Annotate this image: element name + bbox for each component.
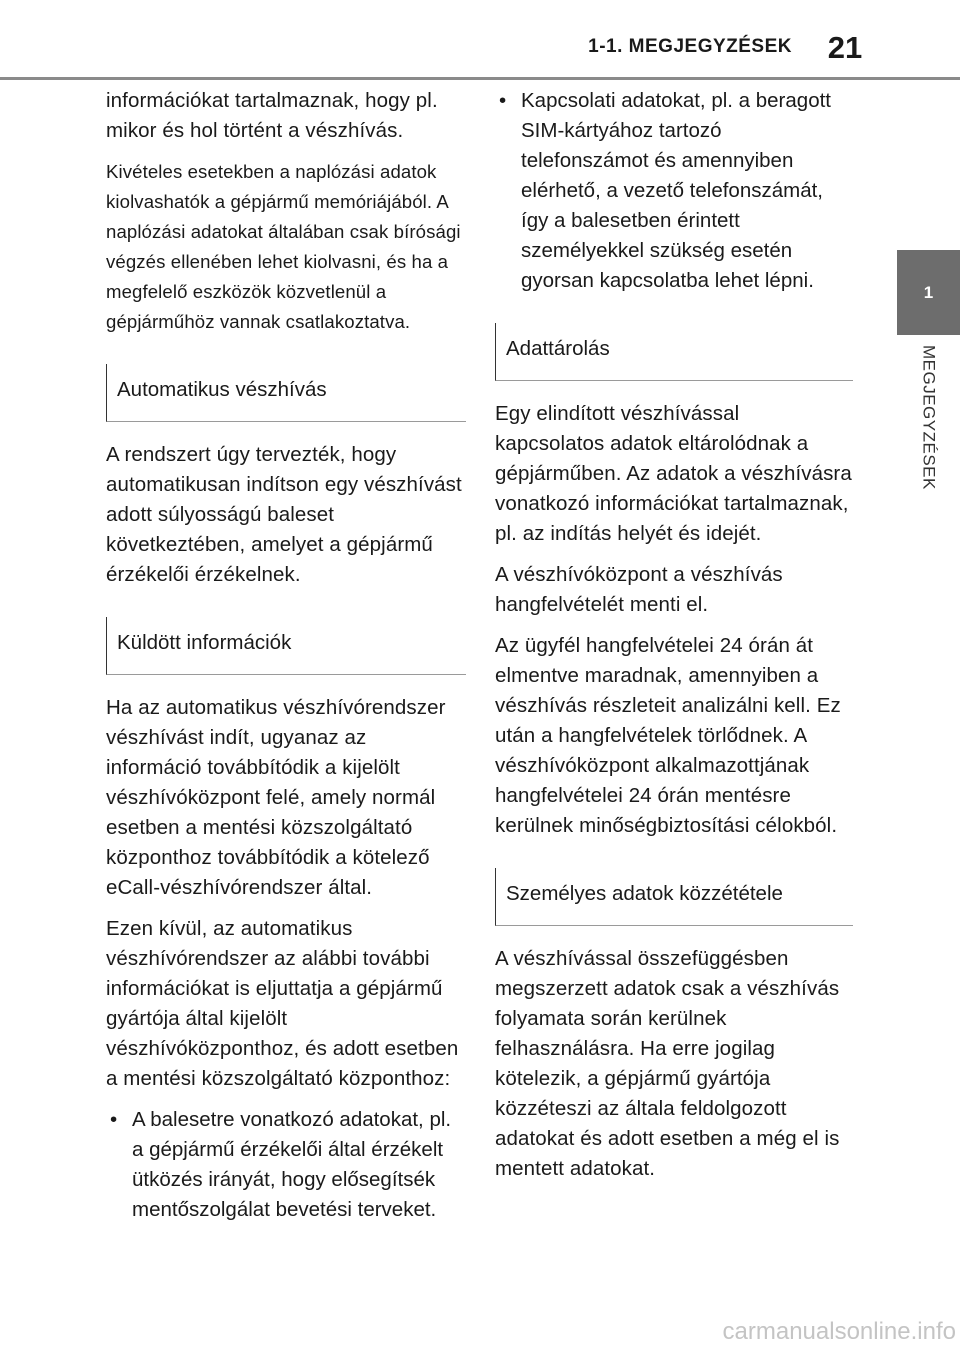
exception-paragraph: Kivételes esetekben a naplózási adatok kiolvashatók a gépjármű memóriájából. A naplózási adatokat általában csak bírósági végzés ellenében lehet kiolvasni, és ha a megfelelő eszközök közvetlenül a gépjárműhöz vannak csatlakoztatva.	[106, 161, 461, 332]
chapter-tab[interactable]	[897, 250, 960, 335]
header-rule	[0, 77, 960, 80]
chapter-side-label: MEGJEGYZÉSEK	[919, 345, 939, 490]
sent-info-paragraph-2: Ezen kívül, az automatikus vészhívórendszer az alábbi további információkat is eljuttatja a gépjármű gyártója által kijelölt vészhívóközponthoz, és adott esetben a mentési közszolgáltató központhoz:	[106, 917, 459, 1090]
list-item-contact-data: • Kapcsolati adatokat, pl. a beragott SIM-kártyához tartozó telefonszámot és amennyiben elérhető, a vezető telefonszámát, így a balesetben érintett személyekkel szükség esetén gyorsan kapcsolatba lehet lépni.	[495, 86, 853, 296]
sent-info-paragraph-1: Ha az automatikus vészhívórendszer vészhívást indít, ugyanaz az információ továbbítódik a kijelölt vészhívóközpont felé, amely normál esetben a mentési közszolgáltató központhoz továbbítódik a kötelező eCall-vészhívórendszer által.	[106, 696, 446, 899]
chapter-title: 1-1. MEGJEGYZÉSEK	[588, 36, 792, 57]
chapter-tab-number: 1	[923, 282, 934, 302]
sent-info-list	[106, 1105, 466, 1225]
page-number: 21	[827, 30, 863, 65]
section-heading-sent-info: Küldött információk	[106, 617, 466, 675]
automatic-call-paragraph: A rendszert úgy tervezték, hogy automatikusan indítson egy vészhívást adott súlyosságú baleset következtében, amelyet a gépjármű érzékelői érzékelnek.	[106, 443, 462, 586]
storage-paragraph-3: Az ügyfél hangfelvételei 24 órán át elmentve maradnak, amennyiben a vészhívás részleteit analizálni kell. Ez után a hangfelvételek törlődnek. A vészhívóközpont alkalmazottjának hangfelvételei 24 órán mentésre kerülnek minőségbiztosítási célokból.	[495, 634, 841, 837]
right-column	[495, 86, 853, 1195]
list-item-accident-data: • A balesetre vonatkozó adatokat, pl. a gépjármű érzékelői által érzékelt ütközés irányát, hogy elősegítsék mentőszolgálat bevetési terveket.	[106, 1105, 466, 1225]
section-heading-data-publication: Személyes adatok közzététele	[495, 868, 853, 926]
storage-paragraph-2: A vészhívóközpont a vészhívás hangfelvételét menti el.	[495, 563, 783, 616]
section-heading-automatic-call: Automatikus vészhívás	[106, 364, 466, 422]
intro-paragraph: információkat tartalmaznak, hogy pl. mikor és hol történt a vészhívás.	[106, 89, 438, 142]
publication-paragraph: A vészhívással összefüggésben megszerzett adatok csak a vészhívás folyamata során kerülnek felhasználásra. Ha erre jogilag kötelezik, a gépjármű gyártója közzéteszi az általa feldolgozott adatokat és adott esetben a még el is mentett adatokat.	[495, 947, 840, 1180]
contact-info-list	[495, 86, 853, 296]
left-column	[106, 86, 466, 1236]
section-heading-data-storage: Adattárolás	[495, 323, 853, 381]
watermark: carmanualsonline.info	[722, 1318, 956, 1345]
storage-paragraph-1: Egy elindított vészhívással kapcsolatos adatok eltárolódnak a gépjárműben. Az adatok a vészhívásra vonatkozó információkat tartalmaznak, pl. az indítás helyét és idejét.	[495, 402, 852, 545]
